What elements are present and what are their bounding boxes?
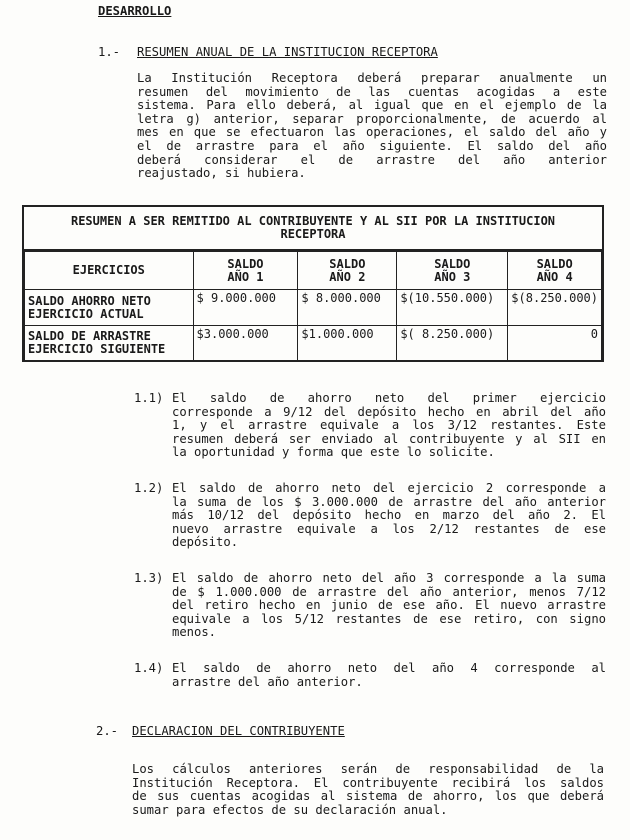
item-text <box>172 482 606 550</box>
header-saldo-ano-2 <box>298 252 397 290</box>
item-line: de $ 1.000.000 de arrastre del año anterior, menos 7/12 <box>172 584 606 599</box>
section-2-paragraph <box>132 763 604 817</box>
header-line: AÑO 3 <box>434 269 471 284</box>
summary-title-line-1: RESUMEN A SER REMITIDO AL CONTRIBUYENTE Y AL SII POR LA INSTITUCION <box>70 214 556 228</box>
cell-value: $(10.550.000) <box>397 290 508 326</box>
item-line: nuevo arrastre equivale a los 2/12 restantes de ese <box>172 521 606 536</box>
table-row-saldo-ahorro <box>25 290 602 326</box>
paragraph-line: el de arrastre para el año siguiente. El saldo del año <box>137 138 607 153</box>
header-saldo-ano-1 <box>193 252 298 290</box>
row-label-saldo-arrastre <box>25 326 194 361</box>
summary-table-title <box>24 207 602 251</box>
item-text <box>172 572 606 640</box>
cell-value: 0 <box>508 326 602 361</box>
header-line: AÑO 2 <box>329 269 366 284</box>
header-saldo-ano-3 <box>397 252 508 290</box>
item-1-3 <box>134 572 606 644</box>
paragraph-line: de sus cuentas acogidas al sistema de ahorro, los que deberá <box>132 789 604 804</box>
item-text <box>172 662 606 689</box>
item-line: la suma de los $ 3.000.000 de arrastre del año anterior <box>172 494 606 509</box>
section-1-title: RESUMEN ANUAL DE LA INSTITUCION RECEPTORA <box>137 45 438 59</box>
cell-value: $(8.250.000) <box>508 290 602 326</box>
header-line: SALDO <box>329 256 366 271</box>
heading-desarrollo: DESARROLLO <box>98 4 172 18</box>
row-label-line: EJERCICIO SIGUIENTE <box>28 342 166 356</box>
item-1-2 <box>134 482 606 554</box>
row-label-line: SALDO AHORRO NETO <box>28 293 151 308</box>
item-number: 1.1) <box>134 391 164 405</box>
item-line: corresponde a 9/12 del depósito hecho en abril del año <box>172 404 606 419</box>
item-line: la oportunidad y forma que este lo solicite. <box>172 445 495 460</box>
header-line: AÑO 1 <box>227 269 264 284</box>
item-line: El saldo de ahorro neto del ejercicio 2 corresponde a <box>172 481 606 495</box>
header-line: AÑO 4 <box>536 269 573 284</box>
section-2-number: 2.- <box>96 724 119 738</box>
header-line: SALDO <box>227 256 264 271</box>
item-1-4 <box>134 662 606 692</box>
paragraph-line: mes en que se efectuaron las operaciones, el saldo del año y <box>137 125 607 140</box>
item-line: equivale a los 5/12 restantes de ese retiro, con signo <box>172 611 606 626</box>
cell-value: $3.000.000 <box>193 326 298 361</box>
paragraph-line: sumar para efectos de su declaración anual. <box>132 802 448 817</box>
item-line: 1, y el arrastre equivale a los 3/12 restantes. Este <box>172 418 606 433</box>
summary-table-box <box>22 205 604 362</box>
item-line: menos. <box>172 625 217 640</box>
item-line: resumen deberá ser enviado al contribuyente y al SII en <box>172 431 606 446</box>
cell-value: $1.000.000 <box>298 326 397 361</box>
item-line: depósito. <box>172 535 239 550</box>
item-line: más 10/12 del depósito hecho en marzo del año 2. El <box>172 508 606 523</box>
paragraph-line: Institución Receptora. El contribuyente recibirá los saldos <box>132 775 604 790</box>
paragraph-line: resumen del movimiento de las cuentas acogidas a este <box>137 84 607 99</box>
section-1-paragraph <box>137 72 607 181</box>
paragraph-line: letra g) anterior, separar proporcionalmente, de acuerdo al <box>137 111 607 126</box>
summary-table <box>24 251 602 361</box>
cell-value: $ 8.000.000 <box>298 290 397 326</box>
cell-value: $( 8.250.000) <box>397 326 508 361</box>
paragraph-line: sistema. Para ello deberá, al igual que en el ejemplo de la <box>137 98 607 113</box>
item-text <box>172 392 606 460</box>
summary-title-line-2: RECEPTORA <box>280 227 346 241</box>
header-saldo-ano-4 <box>508 252 602 290</box>
header-ejercicios: EJERCICIOS <box>25 252 194 290</box>
paragraph-line: deberá considerar el de arrastre del año anterior <box>137 152 607 167</box>
item-number: 1.3) <box>134 571 164 585</box>
item-line: del retiro hecho en junio de ese año. El nuevo arrastre <box>172 598 606 613</box>
section-2-title: DECLARACION DEL CONTRIBUYENTE <box>132 724 345 738</box>
row-label-line: SALDO DE ARRASTRE <box>28 329 151 343</box>
item-line: El saldo de ahorro neto del año 3 corresponde a la suma <box>172 571 606 585</box>
section-1-number: 1.- <box>98 45 121 59</box>
item-number: 1.2) <box>134 481 164 495</box>
item-line: arrastre del año anterior. <box>172 674 363 689</box>
table-row-saldo-arrastre <box>25 326 602 361</box>
row-label-saldo-ahorro <box>25 290 194 326</box>
paragraph-line: reajustado, si hubiera. <box>137 166 306 181</box>
cell-value: $ 9.000.000 <box>193 290 298 326</box>
table-header-row <box>25 252 602 290</box>
header-line: SALDO <box>434 256 471 271</box>
item-line: El saldo de ahorro neto del primer ejercicio <box>172 391 606 405</box>
row-label-line: EJERCICIO ACTUAL <box>28 306 144 321</box>
item-line: El saldo de ahorro neto del año 4 corresponde al <box>172 661 606 675</box>
paragraph-line: Los cálculos anteriores serán de responsabilidad de la <box>132 762 604 776</box>
header-line: SALDO <box>536 256 573 271</box>
item-1-1 <box>134 392 606 464</box>
paragraph-line: La Institución Receptora deberá preparar anualmente un <box>137 71 607 85</box>
item-number: 1.4) <box>134 661 164 675</box>
